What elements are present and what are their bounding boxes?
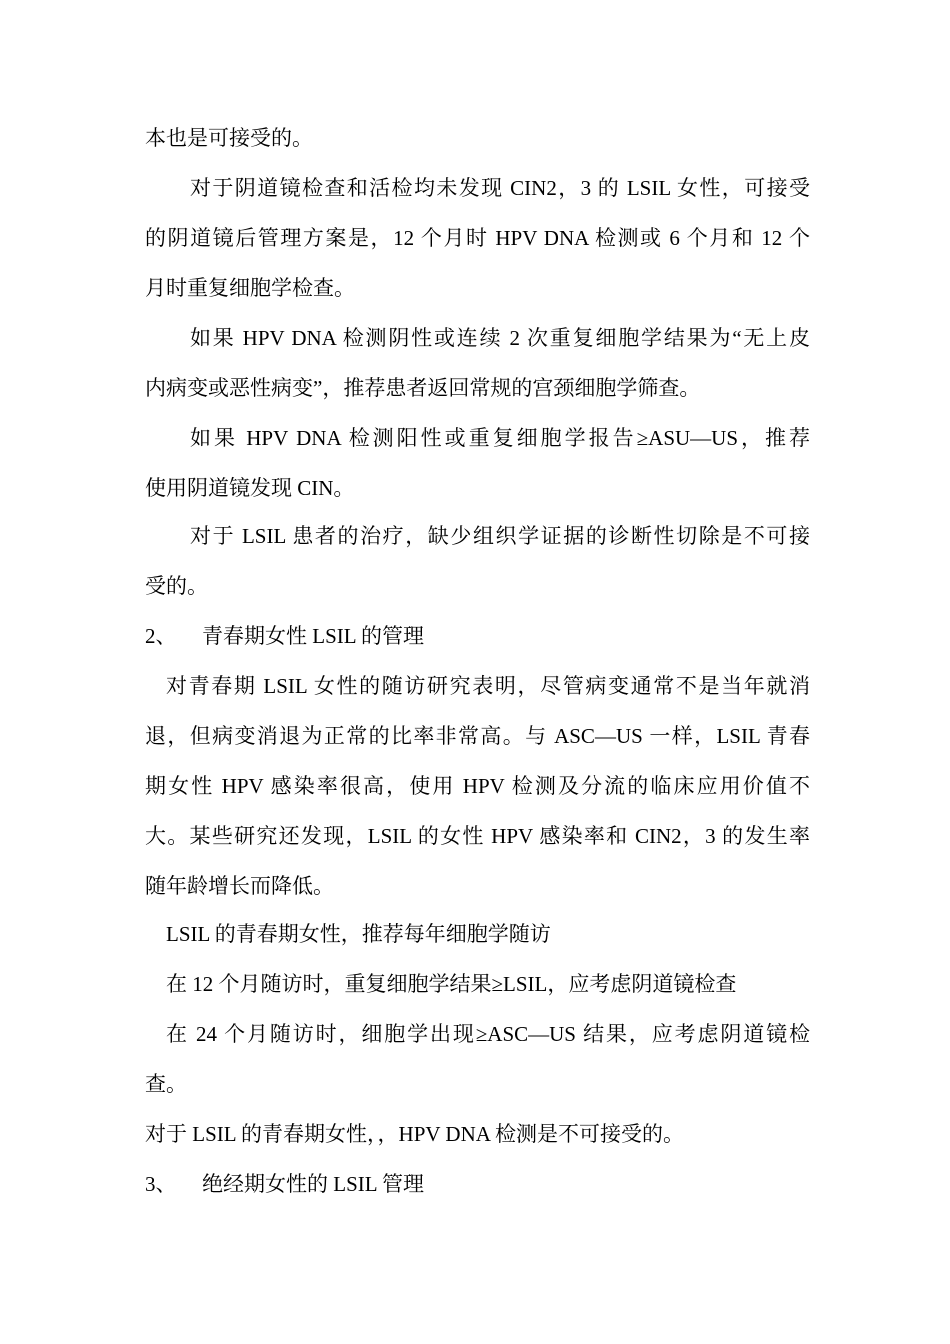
section-title: 绝经期女性的 LSIL 管理: [202, 1172, 425, 1196]
text-line: 本也是可接受的。: [145, 126, 313, 150]
text-line: 查。: [145, 1072, 187, 1096]
text-line: 如果 HPV DNA 检测阴性或连续 2 次重复细胞学结果为“无上皮: [190, 326, 810, 350]
text-line: LSIL 的青春期女性，推荐每年细胞学随访: [166, 922, 551, 946]
text-line: 如果 HPV DNA 检测阳性或重复细胞学报告≥ASU—US，推荐: [190, 426, 810, 450]
text-line: 对于阴道镜检查和活检均未发现 CIN2，3 的 LSIL 女性，可接受: [190, 176, 810, 200]
text-line: 受的。: [145, 574, 208, 598]
text-line: 随年龄增长而降低。: [145, 874, 334, 898]
text-line: 使用阴道镜发现 CIN。: [145, 476, 355, 500]
section-number: 3、: [145, 1172, 177, 1196]
section-number: 2、: [145, 624, 177, 648]
text-line: 期女性 HPV 感染率很高，使用 HPV 检测及分流的临床应用价值不: [145, 774, 810, 798]
text-line: 大。某些研究还发现，LSIL 的女性 HPV 感染率和 CIN2，3 的发生率: [145, 824, 810, 848]
text-line: 内病变或恶性病变”，推荐患者返回常规的宫颈细胞学筛查。: [145, 376, 701, 400]
text-line: 退，但病变消退为正常的比率非常高。与 ASC—US 一样，LSIL 青春: [145, 724, 810, 748]
section-title: 青春期女性 LSIL 的管理: [202, 624, 425, 648]
text-line: 在 12 个月随访时，重复细胞学结果≥LSIL，应考虑阴道镜检查: [166, 972, 737, 996]
section-heading-2: [145, 623, 424, 649]
text-line: 的阴道镜后管理方案是，12 个月时 HPV DNA 检测或 6 个月和 12 个: [145, 226, 810, 250]
text-line: 对于 LSIL 患者的治疗，缺少组织学证据的诊断性切除是不可接: [190, 524, 810, 548]
text-line: 月时重复细胞学检查。: [145, 276, 355, 300]
text-line: 对青春期 LSIL 女性的随访研究表明，尽管病变通常不是当年就消: [166, 674, 810, 698]
text-line: 对于 LSIL 的青春期女性，，HPV DNA 检测是不可接受的。: [145, 1122, 685, 1146]
text-line: 在 24 个月随访时，细胞学出现≥ASC—US 结果，应考虑阴道镜检: [166, 1022, 810, 1046]
section-heading-3: [145, 1171, 424, 1197]
